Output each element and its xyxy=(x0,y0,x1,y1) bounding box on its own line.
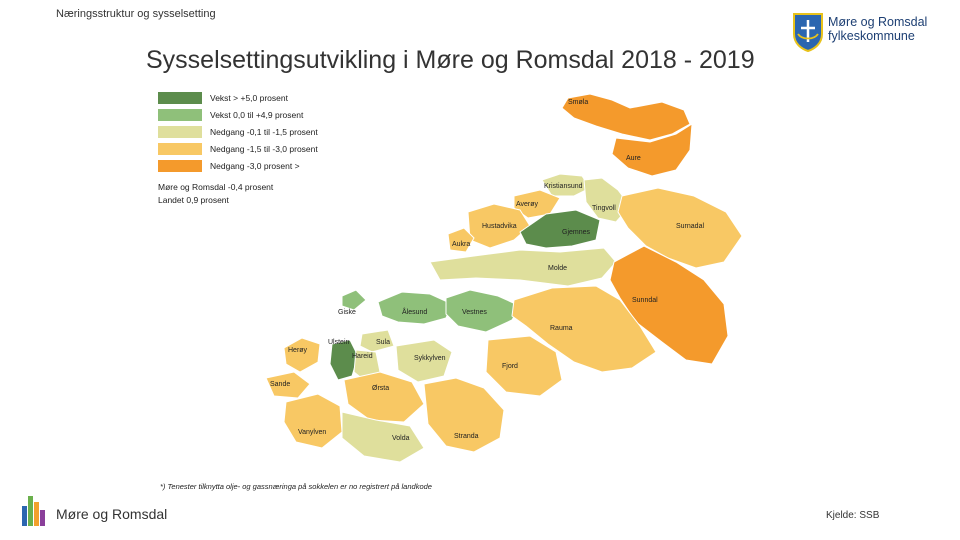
source-credit: Kjelde: SSB xyxy=(826,510,880,521)
legend-swatch xyxy=(158,109,202,121)
legend-item xyxy=(158,140,318,157)
footer-org-name: Møre og Romsdal xyxy=(56,506,168,522)
label-hareid: Hareid xyxy=(352,353,373,360)
label-averoy: Averøy xyxy=(516,201,539,208)
legend-label: Vekst 0,0 til +4,9 prosent xyxy=(210,109,304,120)
legend-item xyxy=(158,123,318,140)
region-heroy xyxy=(284,338,320,372)
region-alesund xyxy=(378,292,452,324)
logo-line-2: fylkeskommune xyxy=(828,29,915,43)
region-giske xyxy=(342,290,366,310)
label-hustadvika: Hustadvika xyxy=(482,223,517,230)
legend-label: Vekst > +5,0 prosent xyxy=(210,92,288,103)
label-kristiansund: Kristiansund xyxy=(544,183,583,190)
label-stranda: Stranda xyxy=(454,433,479,440)
legend-swatch xyxy=(158,160,202,172)
breadcrumb: Næringsstruktur og sysselsetting xyxy=(56,8,216,20)
legend-label: Nedgang -0,1 til -1,5 prosent xyxy=(210,126,318,137)
label-vestnes: Vestnes xyxy=(462,309,487,316)
label-sande: Sande xyxy=(270,381,291,388)
label-volda: Volda xyxy=(392,435,410,442)
label-fjord: Fjord xyxy=(502,363,518,370)
footnote: *) Tenester tilknytta olje- og gassnæringa på sokkelen er no registrert på landkode xyxy=(160,482,432,491)
label-aukra: Aukra xyxy=(452,241,471,248)
legend-item xyxy=(158,89,318,106)
county-shield-icon xyxy=(792,12,824,52)
label-vanylven: Vanylven xyxy=(298,429,327,436)
summary-county: Møre og Romsdal -0,4 prosent xyxy=(158,182,274,192)
legend-swatch xyxy=(158,92,202,104)
county-logo xyxy=(792,12,942,52)
label-sunndal: Sunndal xyxy=(632,297,658,304)
label-molde: Molde xyxy=(548,265,568,272)
summary-country: Landet 0,9 prosent xyxy=(158,195,229,205)
region-ulstein xyxy=(330,340,358,380)
map-legend xyxy=(158,89,318,174)
label-alesund: Ålesund xyxy=(402,309,428,316)
footer-logo-icon xyxy=(22,494,46,526)
label-surnadal: Surnadal xyxy=(676,223,705,230)
legend-swatch xyxy=(158,126,202,138)
label-smola: Smøla xyxy=(568,99,589,106)
legend-swatch xyxy=(158,143,202,155)
label-giske: Giske xyxy=(338,309,356,316)
label-sula: Sula xyxy=(376,339,391,346)
label-gjemnes: Gjemnes xyxy=(562,229,591,236)
region-orsta xyxy=(344,372,424,422)
region-stranda xyxy=(424,378,504,452)
logo-line-1: Møre og Romsdal xyxy=(828,15,928,29)
page-title: Sysselsettingsutvikling i Møre og Romsdal 2018 - 2019 xyxy=(146,46,755,74)
region-molde xyxy=(430,248,616,286)
label-tingvoll: Tingvoll xyxy=(592,205,616,212)
label-aure: Aure xyxy=(626,155,641,162)
legend-item xyxy=(158,106,318,123)
label-sykkylven: Sykkylven xyxy=(414,355,446,362)
label-rauma: Rauma xyxy=(550,325,573,332)
legend-item xyxy=(158,157,318,174)
summary-stats xyxy=(158,181,273,207)
label-ulstein: Ulstein xyxy=(328,339,350,346)
legend-label: Nedgang -1,5 til -3,0 prosent xyxy=(210,143,318,154)
region-vanylven xyxy=(284,394,342,448)
label-orsta: Ørsta xyxy=(372,385,390,392)
label-heroy: Herøy xyxy=(288,347,308,354)
legend-label: Nedgang -3,0 prosent > xyxy=(210,160,300,171)
